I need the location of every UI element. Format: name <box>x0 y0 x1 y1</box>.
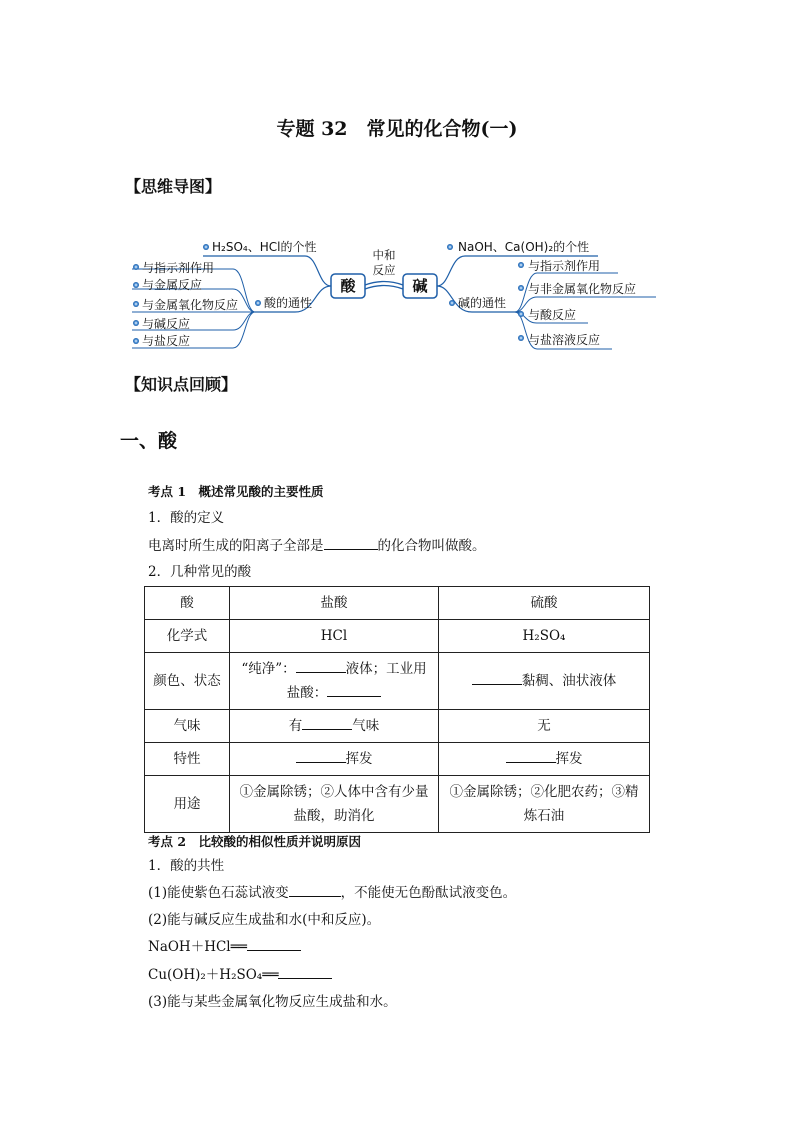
neutralization-top-label: 中和 <box>372 248 396 262</box>
acid-item: 与金属氧化物反应 <box>142 298 239 312</box>
acid-item: 与盐反应 <box>142 334 191 348</box>
equation-2 <box>148 963 332 983</box>
cell-text: 挥发 <box>555 751 583 767</box>
equation-text: NaOH＋HCl══ <box>148 939 247 955</box>
equation-1 <box>148 935 301 955</box>
row-label: 用途 <box>145 776 230 833</box>
hcl-cell: HCl <box>230 620 439 653</box>
cell-text: 有 <box>288 718 303 734</box>
hcl-cell <box>230 710 439 743</box>
acid-item: 与指示剂作用 <box>142 261 215 275</box>
acid-table <box>144 586 650 833</box>
row-label: 颜色、状态 <box>145 653 230 710</box>
heading-acid: 一、酸 <box>120 430 178 452</box>
hcl-cell <box>230 653 439 710</box>
answer-blank[interactable] <box>296 660 346 673</box>
row-label: 气味 <box>145 710 230 743</box>
point1-sub1: 1．酸的定义 <box>148 510 225 526</box>
h2so4-cell: 无 <box>439 710 650 743</box>
h2so4-cell: H₂SO₄ <box>439 620 650 653</box>
acid-item: 与碱反应 <box>142 317 191 331</box>
point1-sub2: 2．几种常见的酸 <box>148 564 252 580</box>
acid-personality-label: H₂SO₄、HCl的个性 <box>212 240 317 254</box>
answer-blank[interactable] <box>247 938 301 951</box>
hcl-cell <box>230 743 439 776</box>
base-common-label: 碱的通性 <box>458 296 507 310</box>
cell-text: 盐酸： <box>286 685 328 701</box>
branch-dot <box>447 244 453 250</box>
base-item: 与非金属氧化物反应 <box>528 282 637 296</box>
answer-blank[interactable] <box>506 750 556 763</box>
h2so4-cell <box>439 776 650 833</box>
hcl-cell <box>230 776 439 833</box>
base-personality-label: NaOH、Ca(OH)₂的个性 <box>458 240 590 254</box>
table-header: 盐酸 <box>230 587 439 620</box>
base-item: 与酸反应 <box>528 308 577 322</box>
acid-node-label: 酸 <box>340 277 356 295</box>
cell-text: 盐酸，助消化 <box>293 808 375 824</box>
neutralization-bottom-label: 反应 <box>372 263 396 277</box>
definition-text-a: 电离时所生成的阳离子全部是 <box>148 538 324 554</box>
cell-text: 炼石油 <box>523 808 565 824</box>
section-mindmap-heading: 【思维导图】 <box>125 177 222 196</box>
cell-text: 液体；工业用 <box>345 661 427 677</box>
branch-dot <box>255 300 261 306</box>
line-text: (1)能使紫色石蕊试液变 <box>148 885 289 901</box>
answer-blank[interactable] <box>296 750 346 763</box>
point1-label: 考点 1 概述常见酸的主要性质 <box>148 484 324 499</box>
point2-sub1: 1．酸的共性 <box>148 858 225 874</box>
mind-map <box>120 232 670 357</box>
answer-blank[interactable] <box>289 884 341 897</box>
definition-text-b: 的化合物叫做酸。 <box>377 538 486 554</box>
row-label: 特性 <box>145 743 230 776</box>
answer-blank[interactable] <box>327 684 381 697</box>
answer-blank[interactable] <box>278 966 332 979</box>
table-row <box>145 743 650 776</box>
answer-blank[interactable] <box>324 537 378 550</box>
base-node-label: 碱 <box>412 277 428 295</box>
table-row <box>145 620 650 653</box>
property-line-3: (3)能与某些金属氧化物反应生成盐和水。 <box>148 994 397 1010</box>
branch-dot <box>203 244 209 250</box>
base-item: 与盐溶液反应 <box>528 333 601 347</box>
table-row <box>145 653 650 710</box>
table-header: 酸 <box>145 587 230 620</box>
cell-text: ①金属除锈；②人体中含有少量 <box>239 784 429 800</box>
row-label: 化学式 <box>145 620 230 653</box>
table-header: 硫酸 <box>439 587 650 620</box>
answer-blank[interactable] <box>472 672 522 685</box>
point2-label: 考点 2 比较酸的相似性质并说明原因 <box>148 834 362 849</box>
property-line-1 <box>148 881 516 901</box>
cell-text: 气味 <box>352 718 380 734</box>
line-text: ，不能使无色酚酞试液变色。 <box>340 885 517 901</box>
acid-definition <box>148 534 486 554</box>
table-row <box>145 710 650 743</box>
acid-common-label: 酸的通性 <box>264 296 313 310</box>
branch-dot <box>449 300 455 306</box>
property-line-2: (2)能与碱反应生成盐和水(中和反应)。 <box>148 912 381 928</box>
equation-text: Cu(OH)₂＋H₂SO₄══ <box>148 967 279 983</box>
answer-blank[interactable] <box>302 717 352 730</box>
base-item: 与指示剂作用 <box>528 259 601 273</box>
h2so4-cell <box>439 743 650 776</box>
h2so4-cell <box>439 653 650 710</box>
section-review-heading: 【知识点回顾】 <box>125 375 238 394</box>
cell-text: ①金属除锈；②化肥农药；③精 <box>449 784 639 800</box>
cell-text: “纯净”： <box>241 661 296 677</box>
cell-text: 黏稠、油状液体 <box>521 673 617 689</box>
acid-item: 与金属反应 <box>142 278 203 292</box>
table-row <box>145 776 650 833</box>
cell-text: 挥发 <box>345 751 373 767</box>
table-row <box>145 587 650 620</box>
page-title: 专题 32 常见的化合物(一) <box>276 118 518 140</box>
